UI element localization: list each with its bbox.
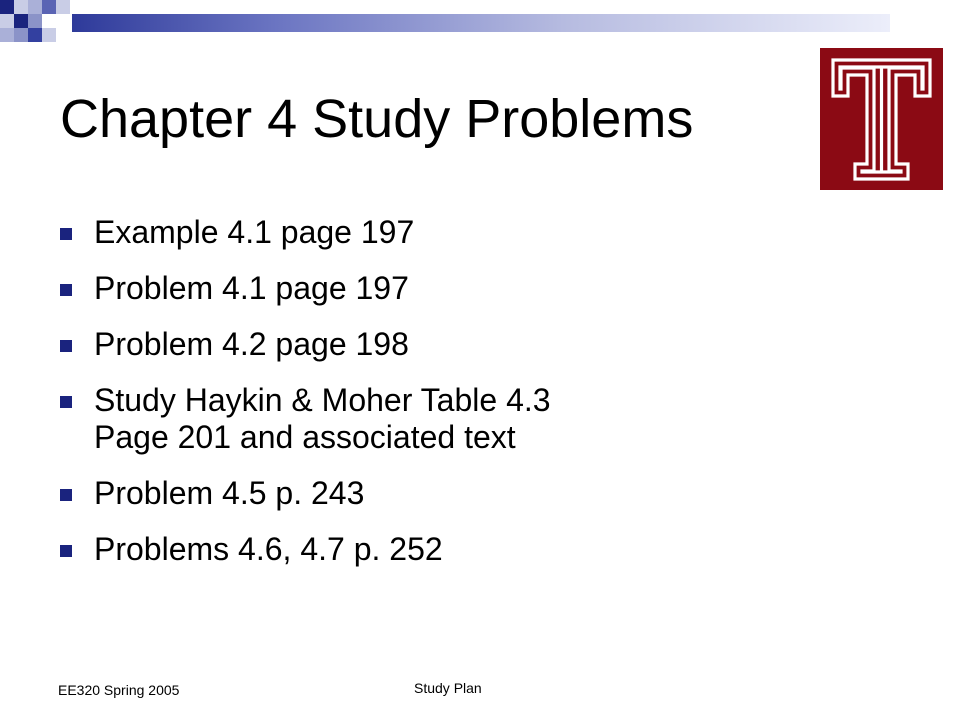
- square-bullet-icon: [60, 396, 72, 408]
- footer-course: EE320 Spring 2005: [58, 682, 180, 698]
- square-bullet-icon: [60, 284, 72, 296]
- bullet-item: [60, 475, 800, 512]
- decor-square: [42, 0, 56, 14]
- bullet-item: [60, 326, 800, 363]
- bullet-text: Example 4.1 page 197: [94, 214, 415, 250]
- temple-t-logo: [820, 48, 943, 190]
- bullet-text: Problem 4.5 p. 243: [94, 475, 365, 511]
- decor-square: [14, 14, 28, 28]
- bullet-list: [60, 214, 800, 587]
- bullet-item: [60, 214, 800, 251]
- bullet-item: [60, 270, 800, 307]
- decor-square: [42, 28, 56, 42]
- square-bullet-icon: [60, 489, 72, 501]
- square-bullet-icon: [60, 228, 72, 240]
- decor-square: [28, 0, 42, 14]
- square-bullet-icon: [60, 340, 72, 352]
- decor-square: [0, 0, 14, 14]
- decor-square: [0, 28, 14, 42]
- decor-square: [56, 0, 70, 14]
- header-gradient-bar: [72, 14, 890, 32]
- bullet-item: [60, 531, 800, 568]
- footer-topic: Study Plan: [414, 680, 482, 696]
- slide-title: Chapter 4 Study Problems: [60, 89, 694, 149]
- bullet-text: Problem 4.1 page 197: [94, 270, 409, 306]
- bullet-item: [60, 382, 800, 456]
- bullet-text-continuation: Page 201 and associated text: [94, 419, 516, 455]
- decor-square: [0, 14, 14, 28]
- decor-square: [28, 28, 42, 42]
- decor-square: [14, 0, 28, 14]
- square-bullet-icon: [60, 545, 72, 557]
- bullet-text: Problems 4.6, 4.7 p. 252: [94, 531, 443, 567]
- bullet-text: Problem 4.2 page 198: [94, 326, 409, 362]
- bullet-text: Study Haykin & Moher Table 4.3: [94, 382, 551, 418]
- decor-square: [28, 14, 42, 28]
- decor-square: [14, 28, 28, 42]
